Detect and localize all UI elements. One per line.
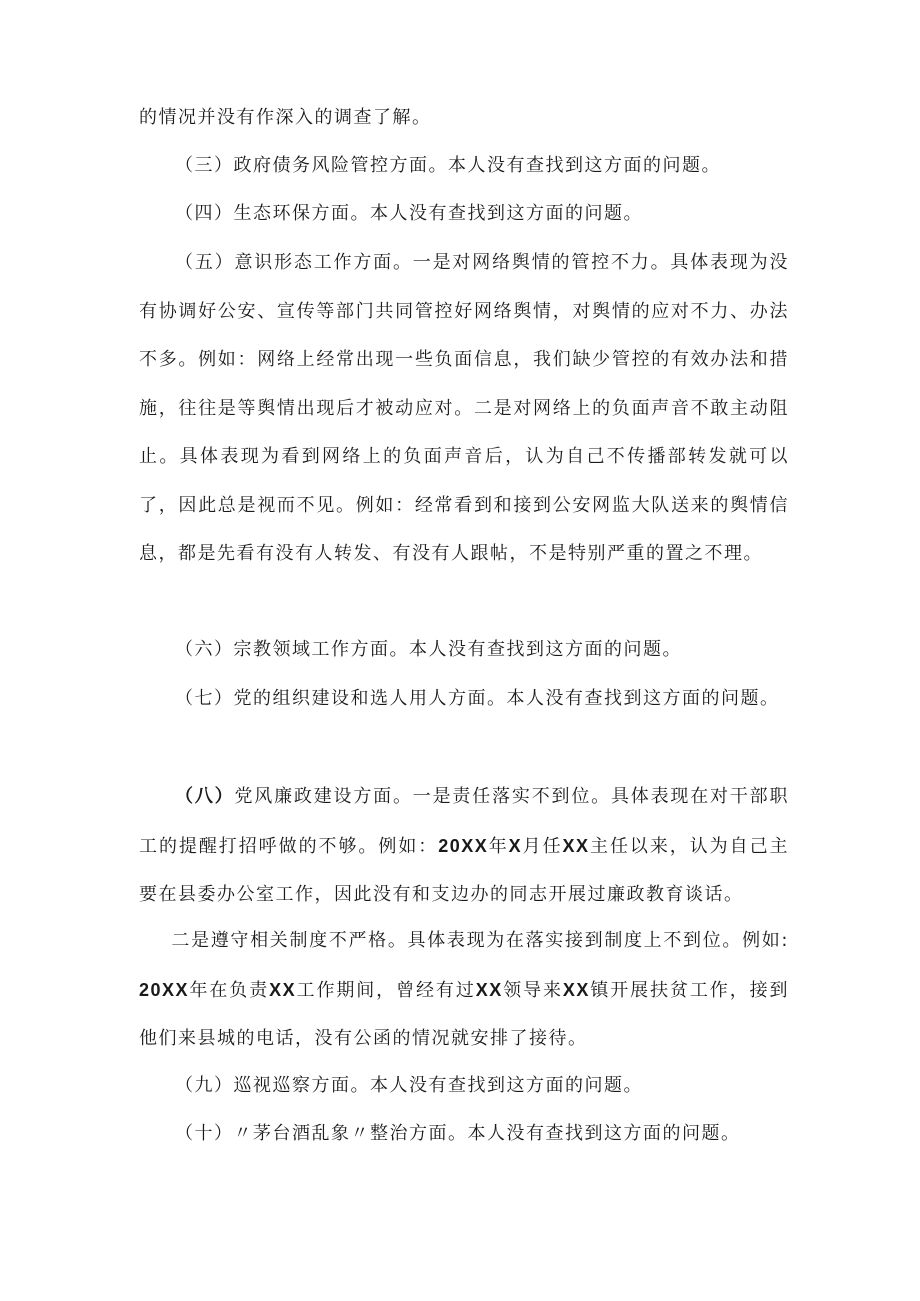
leader-placeholder: XX — [475, 979, 503, 1000]
paragraph-8-heading: （八） — [175, 786, 235, 806]
paragraph-7-organization: （七）党的组织建设和选人用人方面。本人没有查找到这方面的问题。 — [175, 688, 780, 709]
paragraph-8-integrity — [139, 772, 789, 920]
paragraph-10-moutai: （十）〃茅台酒乱象〃整治方面。本人没有查找到这方面的问题。 — [175, 1123, 741, 1144]
paragraph-5-ideology: （五）意识形态工作方面。一是对网络舆情的管控不力。具体表现为没有协调好公安、宣传等部门共同管控好网络舆情，对舆情的应对不力、办法不多。例如：网络上经常出现一些负面信息，我们缺少管控的有效办法和措施，往往是等舆情出现后才被动应对。二是对网络上的负面声音不敢主动阻止。具体表现为看到网络上的负面声音后，认为自己不传播部转发就可以了，因此总是视而不见。例如：经常看到和接到公安网监大队送来的舆情信息，都是先看有没有人转发、有没有人跟帖，不是特别严重的置之不理。 — [139, 252, 789, 564]
name-placeholder: XX — [562, 835, 590, 856]
paragraph-8-part-two — [139, 917, 789, 1064]
paragraph-continuation: 的情况并没有作深入的调查了解。 — [139, 107, 432, 128]
paragraph-3-debt-risk: （三）政府债务风险管控方面。本人没有查找到这方面的问题。 — [175, 155, 721, 176]
work-placeholder: XX — [269, 979, 297, 1000]
month-placeholder: X — [508, 835, 523, 856]
year-placeholder: 20XX — [438, 835, 489, 856]
paragraph-9-inspection: （九）巡视巡察方面。本人没有查找到这方面的问题。 — [175, 1075, 643, 1096]
paragraph-4-environment: （四）生态环保方面。本人没有查找到这方面的问题。 — [175, 203, 643, 224]
paragraph-6-religion: （六）宗教领域工作方面。本人没有查找到这方面的问题。 — [175, 639, 682, 660]
text-run: 镇开展扶贫工作，接到他们来县城的电话，没有公函的情况就安排了接待。 — [139, 979, 790, 1049]
year-placeholder: 20XX — [139, 979, 190, 1000]
text-run: 年在负责 — [189, 979, 270, 1001]
text-run: 领导来 — [502, 979, 563, 1001]
text-run: 主任以来，认为自己主要在县委办公室工作，因此没有和支边办的同志开展过廉政教育谈话。 — [139, 835, 790, 905]
text-run: 二是遵守相关制度不严格。具体表现为在落实接到制度上不到位。例如: — [171, 930, 789, 951]
text-run: 党风廉政建设方面。一是责任落实不到位。具体表现在对干部职工的提醒打招呼做的不够。例如： — [139, 786, 790, 857]
text-run: 月任 — [522, 835, 563, 857]
text-run: 年 — [488, 835, 509, 857]
town-placeholder: XX — [562, 979, 590, 1000]
text-run: 工作期间，曾经有过 — [296, 979, 476, 1001]
